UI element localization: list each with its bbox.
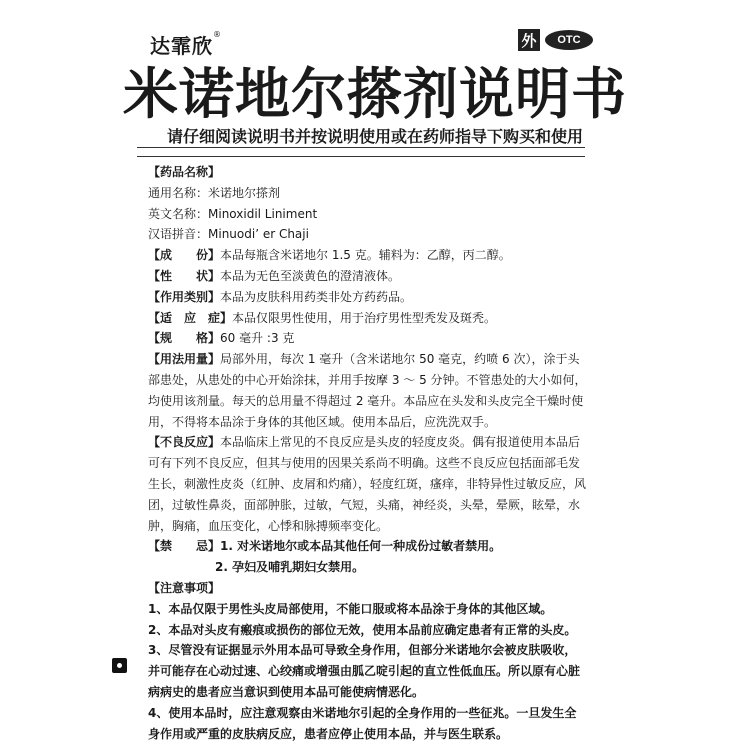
usage-section xyxy=(148,349,588,432)
precautions-heading: 【注意事项】 xyxy=(148,580,221,595)
spec-label: 【规 格】 xyxy=(148,331,221,346)
contraindication-item-1: 1. 对米诺地尔或本品其他任何一种成份过敏者禁用。 xyxy=(220,539,502,554)
composition-label: 【成 份】 xyxy=(148,248,221,263)
page-title: 米诺地尔搽剂说明书 xyxy=(122,62,627,126)
usage-label: 【用法用量】 xyxy=(148,352,221,367)
adverse-text: 本品临床上常见的不良反应是头皮的轻度皮炎。偶有报道使用本品后可有下列不良反应，但其与使用的因果关系尚不明确。这些不良反应包括面部毛发生长，刺激性皮炎（红肿、皮屑和灼痛），轻度红斑，瘙痒，非特异性过敏反应，风团，过敏性鼻炎，面部肿胀，过敏，气短，头痛，神经炎，头晕，晕厥，眩晕，水肿，胸痛，血压变化，心悸和脉搏频率变化。 xyxy=(148,435,587,533)
registration-marker-icon xyxy=(112,658,127,673)
brand-name: 达霏欣 xyxy=(150,34,213,58)
indication-label: 【适 应 症】 xyxy=(148,310,233,325)
character-text: 本品为无色至淡黄色的澄清液体。 xyxy=(220,268,401,283)
contraindication-section xyxy=(148,536,588,557)
otc-badge: OTC xyxy=(545,30,593,50)
contraindication-item-2: 2. 孕妇及哺乳期妇女禁用。 xyxy=(215,560,365,575)
spec-section xyxy=(148,328,588,349)
character-label: 【性 状】 xyxy=(148,268,221,283)
leaflet-body xyxy=(148,162,588,744)
category-label: 【作用类别】 xyxy=(148,289,221,304)
indication-text: 本品仅限男性使用，用于治疗男性型秃发及斑秃。 xyxy=(232,310,497,325)
category-section xyxy=(148,287,588,308)
composition-text: 本品每瓶含米诺地尔 1.5 克。辅料为：乙醇，丙二醇。 xyxy=(220,248,511,263)
registered-mark: ® xyxy=(213,30,222,39)
badges xyxy=(518,29,593,51)
external-use-badge: 外 xyxy=(518,29,540,51)
usage-text: 局部外用，每次 1 毫升（含米诺地尔 50 毫克，约喷 6 次），涂于头部患处，从患处的中心开始涂抹，并用手按摩 3 ～ 5 分钟。不管患处的大小如何，均使用该剂量。每天的总用量不得超过 2 毫升。本品应在头发和头皮完全干燥时使用，不得将本品涂于身体的其他区域。使用本品后，应洗洗双手。 xyxy=(148,352,587,429)
character-section xyxy=(148,266,588,287)
contraindication-label: 【禁 忌】 xyxy=(148,539,221,554)
divider-bottom xyxy=(137,156,585,157)
spec-text: 60 毫升 :3 克 xyxy=(220,331,295,346)
adverse-section xyxy=(148,432,588,536)
drug-name-heading: 【药品名称】 xyxy=(148,165,221,179)
english-name: 英文名称：Minoxidil Liniment xyxy=(148,206,318,221)
precaution-item: 1、本品仅限于男性头皮局部使用，不能口服或将本品涂于身体的其他区域。 xyxy=(148,601,553,616)
precaution-item: 4、使用本品时，应注意观察由米诺地尔引起的全身作用的一些征兆。一旦发生全身作用或严重的皮肤病反应，患者应停止使用本品，并与医生联系。 xyxy=(148,705,577,741)
brand-logo xyxy=(150,30,222,59)
composition-section xyxy=(148,245,588,266)
indication-section xyxy=(148,308,588,329)
generic-name: 通用名称：米诺地尔搽剂 xyxy=(148,185,281,200)
category-text: 本品为皮肤科用药类非处方药药品。 xyxy=(220,289,413,304)
pinyin-name: 汉语拼音：Minuodi’ er Chaji xyxy=(148,227,309,242)
subtitle: 请仔细阅读说明书并按说明使用或在药师指导下购买和使用 xyxy=(166,127,583,146)
precaution-item: 2、本品对头皮有瘢痕或损伤的部位无效，使用本品前应确定患者有正常的头皮。 xyxy=(148,622,577,637)
adverse-label: 【不良反应】 xyxy=(148,435,221,450)
divider-top xyxy=(137,147,585,148)
precaution-item: 3、尽管没有证据显示外用本品可导致全身作用，但部分米诺地尔会被皮肤吸收，并可能存在心动过速、心绞痛或增强由胍乙啶引起的直立性低血压。所以原有心脏病病史的患者应当意识到使用本品可能使病情恶化。 xyxy=(148,643,581,699)
